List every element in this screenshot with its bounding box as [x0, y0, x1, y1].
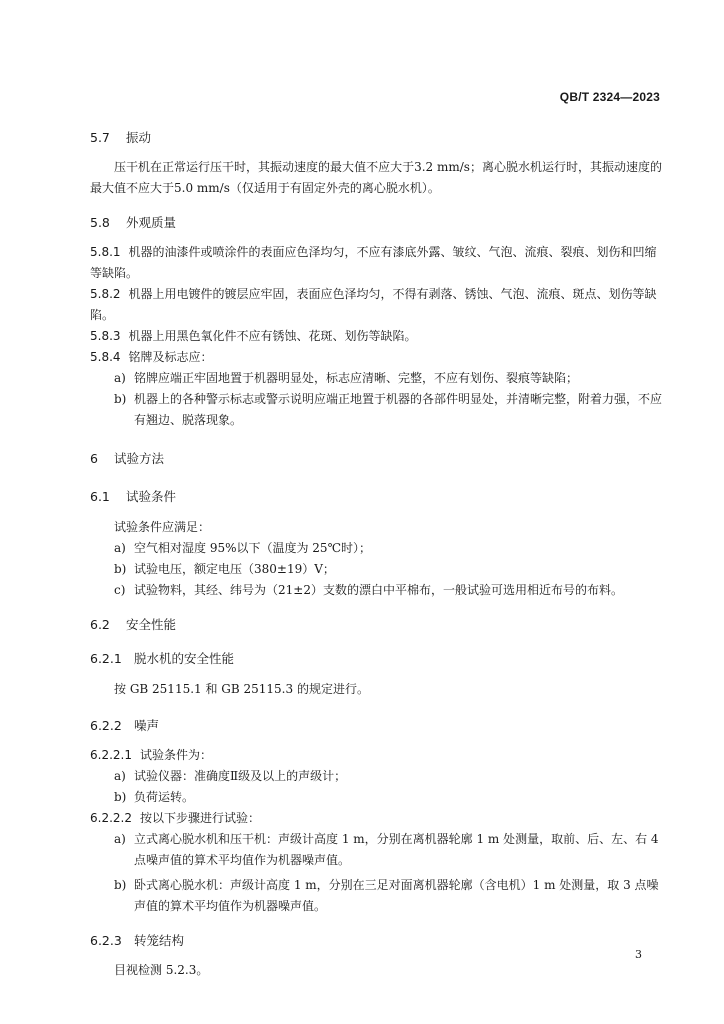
heading-number: 6.2: [90, 617, 110, 632]
list-item: [90, 875, 662, 917]
list-item: [90, 559, 662, 580]
clause-text: 按以下步骤进行试验：: [139, 811, 260, 825]
clause-5-8-1: [90, 242, 662, 284]
clause-text: 机器上用黑色氧化件不应有锈蚀、花斑、划伤等缺陷。: [128, 329, 417, 343]
clause-number: 6.2.2.1: [90, 748, 132, 762]
clause-number: 6.2.2.2: [90, 811, 132, 825]
list-item: [90, 829, 662, 871]
clause-number: 5.8.2: [90, 287, 121, 301]
list-text: 铭牌应端正牢固地置于机器明显处，标志应清晰、完整，不应有划伤、裂痕等缺陷；: [134, 371, 579, 385]
paragraph-intro: 试验条件应满足：: [114, 520, 211, 534]
clause-5-8-2: [90, 284, 662, 326]
standard-code: QB/T 2324—2023: [559, 90, 660, 104]
heading-number: 6.2.1: [90, 651, 122, 666]
heading-number: 6.2.2: [90, 718, 122, 733]
clause-number: 5.8.4: [90, 350, 121, 364]
heading-number: 5.8: [90, 215, 110, 230]
heading-title: 转笼结构: [134, 933, 185, 948]
clause-text: 铭牌及标志应：: [128, 350, 213, 364]
list-text: 机器上的各种警示标志或警示说明应端正地置于机器的各部件明显处，并清晰完整，附着力强，不应有翘边、脱落现象。: [134, 392, 663, 427]
list-text: 卧式离心脱水机：声级计高度 1 m，分别在三足对面离机器轮廓（含电机）1 m 处测量，取 3 点噪声值的算术平均值作为机器噪声值。: [134, 878, 659, 913]
list-text: 试验物料，其经、纬号为（21±2）支数的漂白中平棉布，一般试验可选用相近布号的布料。: [134, 583, 623, 597]
clause-text: 机器上用电镀件的镀层应牢固，表面应色泽均匀，不得有剥落、锈蚀、气泡、流痕、斑点、划伤等缺陷。: [90, 287, 657, 322]
heading-title: 外观质量: [126, 215, 177, 230]
paragraph-safety: 按 GB 25115.1 和 GB 25115.3 的规定进行。: [114, 682, 369, 696]
heading-number: 6: [90, 451, 98, 466]
heading-6-2-2: [90, 716, 662, 734]
list-item: [90, 766, 662, 787]
heading-title: 安全性能: [126, 617, 177, 632]
heading-6-2: [90, 615, 662, 633]
list-text: 立式离心脱水机和压干机：声级计高度 1 m，分别在离机器轮廓 1 m 处测量，取前、后、左、右 4 点噪声值的算术平均值作为机器噪声值。: [134, 832, 659, 867]
clause-number: 5.8.3: [90, 329, 121, 343]
list-marker: a): [114, 371, 126, 385]
page-number: 3: [635, 948, 642, 961]
list-marker: c): [114, 583, 126, 597]
heading-number: 6.1: [90, 489, 110, 504]
heading-5-8: [90, 213, 662, 231]
list-text: 试验电压，额定电压（380±19）V；: [134, 562, 335, 576]
page-content: [90, 128, 662, 981]
list-marker: a): [114, 541, 126, 555]
heading-title: 噪声: [134, 718, 160, 733]
list-marker: a): [114, 769, 126, 783]
paragraph-cage: 目视检测 5.2.3。: [114, 963, 209, 977]
paragraph-vibration: 压干机在正常运行压干时，其振动速度的最大值不应大于3.2 mm/s；离心脱水机运行时，其振动速度的最大值不应大于5.0 mm/s（仅适用于有固定外壳的离心脱水机）。: [90, 160, 662, 195]
clause-5-8-4: [90, 347, 662, 368]
list-marker: b): [114, 878, 127, 892]
list-item: [90, 389, 662, 431]
clause-text: 试验条件为：: [139, 748, 212, 762]
heading-6-2-3: [90, 931, 662, 949]
heading-title: 试验方法: [114, 451, 165, 466]
list-item: [90, 580, 662, 601]
list-item: [90, 787, 662, 808]
heading-title: 脱水机的安全性能: [134, 651, 235, 666]
list-marker: b): [114, 392, 127, 406]
list-text: 空气相对湿度 95%以下（温度为 25℃时）；: [134, 541, 371, 555]
heading-6-1: [90, 487, 662, 505]
heading-number: 6.2.3: [90, 933, 122, 948]
clause-5-8-3: [90, 326, 662, 347]
clause-text: 机器的油漆件或喷涂件的表面应色泽均匀，不应有漆底外露、皱纹、气泡、流痕、裂痕、划伤和凹缩等缺陷。: [90, 245, 657, 280]
list-item: [90, 368, 662, 389]
heading-6-2-1: [90, 649, 662, 667]
heading-5-7: [90, 128, 662, 146]
clause-6-2-2-1: [90, 745, 662, 766]
heading-title: 试验条件: [126, 489, 177, 504]
list-text: 试验仪器：准确度Ⅱ级及以上的声级计；: [134, 769, 347, 783]
list-marker: a): [114, 832, 126, 846]
list-marker: b): [114, 562, 127, 576]
clause-6-2-2-2: [90, 808, 662, 829]
list-text: 负荷运转。: [134, 790, 195, 804]
clause-number: 5.8.1: [90, 245, 121, 259]
heading-6: [90, 449, 662, 467]
list-marker: b): [114, 790, 127, 804]
list-item: [90, 538, 662, 559]
heading-title: 振动: [126, 130, 152, 145]
heading-number: 5.7: [90, 130, 110, 145]
